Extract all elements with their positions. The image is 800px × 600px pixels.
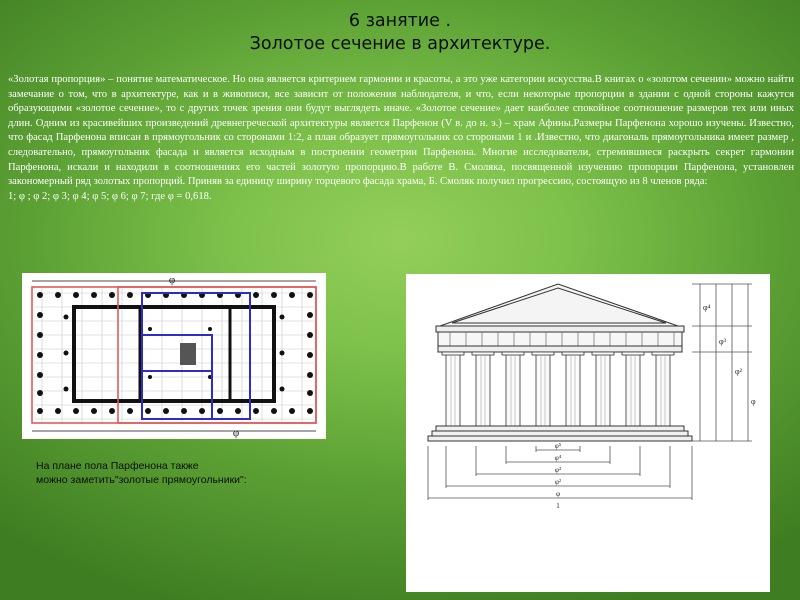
parthenon-plan-figure xyxy=(22,273,326,439)
slide-title xyxy=(0,10,800,56)
title-line-1: 6 занятие . xyxy=(348,11,452,31)
title-line-2: Золотое сечение в архитектуре. xyxy=(249,34,551,54)
facade-right-label-1: φ⁴ xyxy=(703,303,711,312)
paragraph-text: «Золотая пропорция» – понятие математическое. Но она является критерием гармонии и красоты, а это уже категории искусства.В книгах о «золотом сечении» можно найти замечание о том, что в архитектуре, как и в живописи, все зависит от положения наблюдателя, и что, если некоторые пропорции в здании с одной стороны кажутся образующими «золотое сечение», то с других точек зрения они будут выглядеть иначе. «Золотое сечение» дает наиболее спокойное соотношение размеров тех или иных длин. Одним из красивейших произведений древнегреческой архитектуры является Парфенон (V в. до н. э.) – храм Афины.Размеры Парфенона хорошо изучены. Известно, что фасад Парфенона вписан в прямоугольник со сторонами 1:2, а план образует прямоугольник со сторонами 1 и .Известно, что диагональ прямоугольника имеет размер , следовательно, прямоугольник фасада и является исходным в построении геометрии Парфенона. Многие исследователи, стремившиеся раскрыть секрет гармонии Парфенона, искали и находили в соотношениях его частей золотую пропорцию.В работе В. Смоляка, посвященной изучению пропорции Парфенона, установлен закономерный ряд золотых пропорций. Приняв за единицу ширину торцевого фасада храма, Б. Смоляк получил прогрессию, состоящую из 8 членов ряда: xyxy=(8,74,794,188)
facade-dim-label-6: 1 xyxy=(556,502,560,510)
plan-caption xyxy=(36,459,247,487)
progression-series: 1; φ ; φ 2; φ 3; φ 4; φ 5; φ 6; φ 7; где φ = 0,618. xyxy=(8,190,212,202)
facade-dim-label-5: φ xyxy=(555,490,561,498)
plan-bottom-phi-label: φ xyxy=(232,427,240,439)
caption-line-1: На плане пола Парфенона также xyxy=(36,460,199,472)
facade-right-label-4: φ xyxy=(751,397,756,406)
facade-right-label-3: φ² xyxy=(735,367,743,376)
facade-dim-label-1: φ⁵ xyxy=(554,442,562,450)
caption-line-2: можно заметить"золотые прямоугольники": xyxy=(36,474,247,486)
parthenon-facade-figure xyxy=(406,274,770,592)
facade-dim-label-2: φ⁴ xyxy=(554,454,562,462)
main-paragraph xyxy=(8,73,794,204)
plan-top-phi-label: φ xyxy=(168,274,176,286)
facade-dim-label-3: φ³ xyxy=(554,466,562,474)
facade-dim-label-4: φ² xyxy=(554,478,562,486)
facade-right-label-2: φ³ xyxy=(719,337,727,346)
